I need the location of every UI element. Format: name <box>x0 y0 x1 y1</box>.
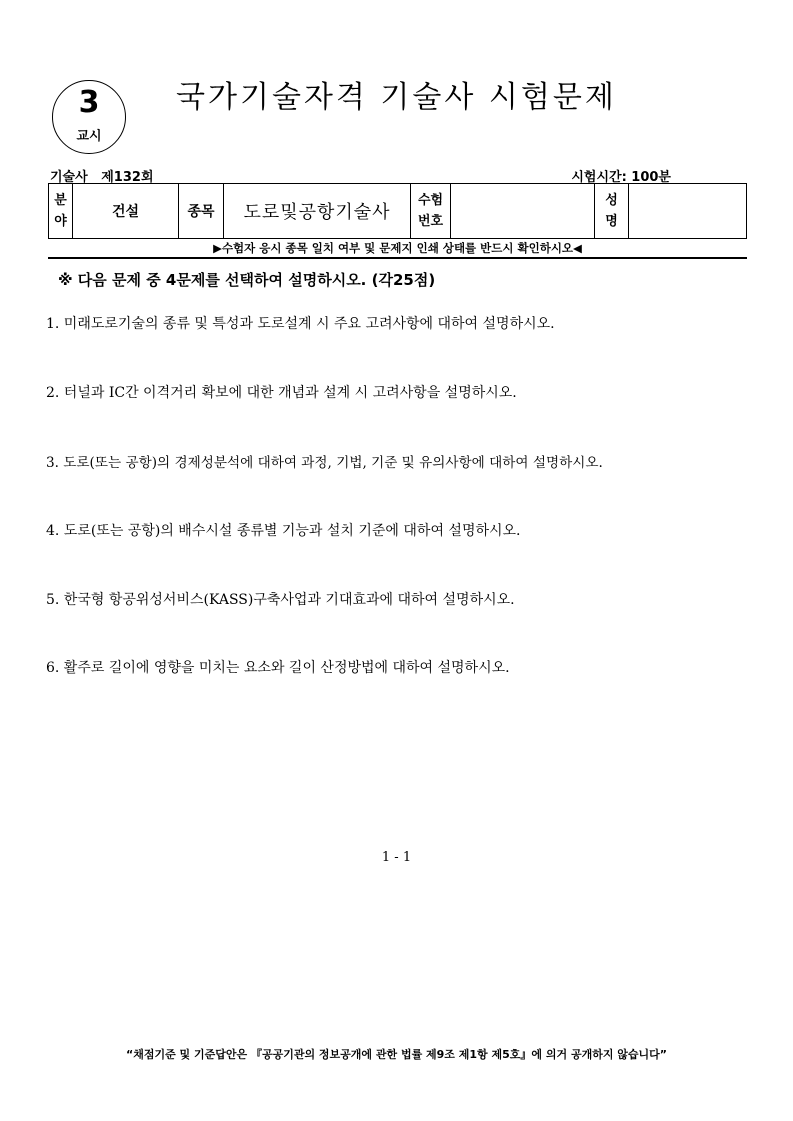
exam-no-label-line1: 수험 <box>417 193 444 208</box>
session-label: 교시 <box>76 129 102 144</box>
category-value: 도로및공항기술사 <box>224 184 411 239</box>
exam-no-label-line2: 번호 <box>417 214 444 229</box>
question-4: 4. 도로(또는 공항)의 배수시설 종류별 기능과 설치 기준에 대하여 설명하시오. <box>46 523 521 539</box>
name-label-line1: 성 <box>605 193 618 208</box>
name-label-cell <box>595 184 629 239</box>
field-label-cell <box>49 184 73 239</box>
question-6: 6. 활주로 길이에 영향을 미치는 요소와 길이 산정방법에 대하여 설명하시오. <box>46 660 510 676</box>
category-label: 종목 <box>179 184 224 239</box>
exam-info-table <box>48 183 747 239</box>
exam-no-label-cell <box>411 184 451 239</box>
exam-time: 시험시간: 100분 <box>571 170 671 185</box>
exam-no-field[interactable] <box>451 184 595 239</box>
page-number: 1 - 1 <box>381 850 412 865</box>
instruction-text: ※ 다음 문제 중 4문제를 선택하여 설명하시오. (각25점) <box>58 271 436 289</box>
question-2: 2. 터널과 IC간 이격거리 확보에 대한 개념과 설계 시 고려사항을 설명하시오. <box>46 385 517 401</box>
session-badge <box>52 80 126 154</box>
question-1: 1. 미래도로기술의 종류 및 특성과 도로설계 시 주요 고려사항에 대하여 설명하시오. <box>46 316 555 332</box>
name-field[interactable] <box>629 184 747 239</box>
question-3: 3. 도로(또는 공항)의 경제성분석에 대하여 과정, 기법, 기준 및 유의사항에 대하여 설명하시오. <box>46 455 603 471</box>
exam-round: 기술사 제132회 <box>50 170 154 185</box>
field-value: 건설 <box>73 184 179 239</box>
divider <box>48 257 747 259</box>
footer-disclaimer: “채점기준 및 기준답안은 『공공기관의 정보공개에 관한 법률 제9조 제1항 제5호』에 의거 공개하지 않습니다” <box>125 1048 668 1061</box>
notice-text: ▶수험자 응시 종목 일치 여부 및 문제지 인쇄 상태를 반드시 확인하시오◀ <box>213 241 582 255</box>
page-title: 국가기술자격 기술사 시험문제 <box>176 80 617 115</box>
field-label-line1: 분 <box>54 193 67 208</box>
field-label-line2: 야 <box>54 214 67 229</box>
question-5: 5. 한국형 항공위성서비스(KASS)구축사업과 기대효과에 대하여 설명하시오. <box>46 592 515 608</box>
name-label-line2: 명 <box>605 214 618 229</box>
session-number: 3 <box>78 85 100 120</box>
